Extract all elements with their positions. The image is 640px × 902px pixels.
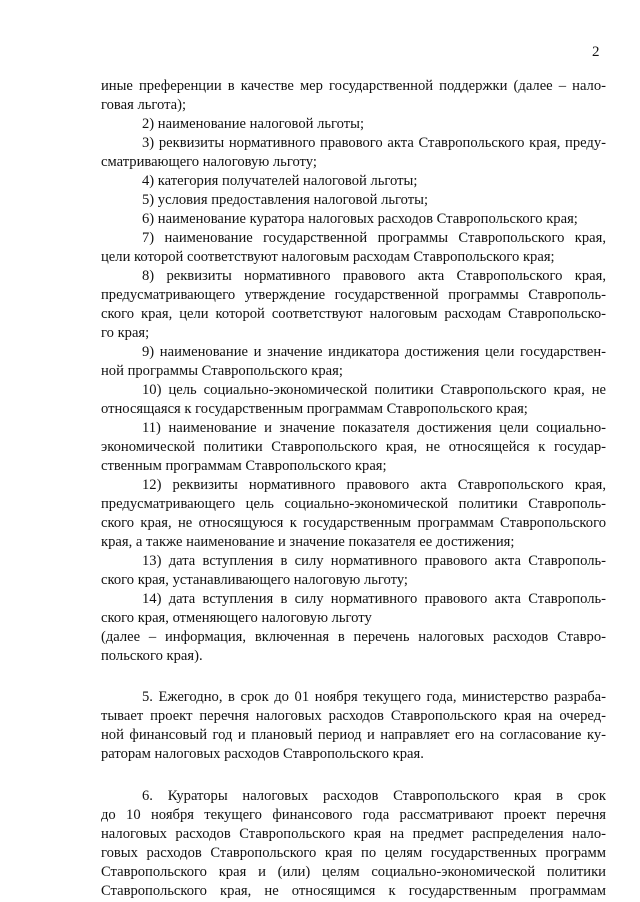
text-line: предусматривающего утверждение государственной программы Ставрополь- [101,287,606,303]
text-line: 9) наименование и значение индикатора достижения цели государствен- [142,344,606,360]
text-line: раторам налоговых расходов Ставропольского края. [101,746,424,762]
text-line: ского края, отменяющего налоговую льготу [101,610,372,626]
text-line: 4) категория получателей налоговой льготы; [142,173,418,189]
text-line: цели которой соответствуют налоговым расходам Ставропольского края; [101,249,555,265]
text-line: 7) наименование государственной программы Ставропольского края, [142,230,606,246]
text-line: предусматривающего цель социально-экономической политики Ставрополь- [101,496,606,512]
text-line: края, а также наименование и значение показателя ее достижения; [101,534,515,550]
text-line: ского края, устанавливающего налоговую льготу; [101,572,408,588]
text-line: 5. Ежегодно, в срок до 01 ноября текущего года, министерство разраба- [142,689,606,705]
page-number: 2 [592,44,600,60]
text-line: иные преференции в качестве мер государственной поддержки (далее – нало- [101,78,606,94]
text-line: 11) наименование и значение показателя достижения цели социально- [142,420,606,436]
text-line: ского края, цели которой соответствуют налоговым расходам Ставропольско- [101,306,606,322]
text-line: ского края, не относящуюся к государственным программам Ставропольского [101,515,606,531]
text-line: 12) реквизиты нормативного правового акта Ставропольского края, [142,477,606,493]
text-line: сматривающего налоговую льготу; [101,154,317,170]
text-line: экономической политики Ставропольского края, не относящейся к государ- [101,439,606,455]
text-line: (далее – информация, включенная в перечень налоговых расходов Ставро- [101,629,606,645]
text-line: 2) наименование налоговой льготы; [142,116,365,132]
text-line: 5) условия предоставления налоговой льготы; [142,192,429,208]
text-line: тывает проект перечня налоговых расходов Ставропольского края на очеред- [101,708,606,724]
text-line: 3) реквизиты нормативного правового акта Ставропольского края, преду- [142,135,606,151]
text-line: ственным программам Ставропольского края; [101,458,387,474]
text-line: налоговых расходов Ставропольского края на предмет распределения нало- [101,826,606,842]
text-line: го края; [101,325,150,341]
text-line: Ставропольского края и (или) целям социально-экономической политики [101,864,606,880]
text-line: 6) наименование куратора налоговых расходов Ставропольского края; [142,211,578,227]
text-line: говая льгота); [101,97,187,113]
text-line: Ставропольского края, не относящимся к государственным программам [101,883,606,899]
text-line: ной финансовый год и плановый период и направляет его на согласование ку- [101,727,606,743]
text-line: 8) реквизиты нормативного правового акта Ставропольского края, [142,268,606,284]
text-line: польского края). [101,648,203,664]
text-line: 10) цель социально-экономической политики Ставропольского края, не [142,382,606,398]
text-line: относящаяся к государственным программам Ставропольского края; [101,401,528,417]
text-line: ной программы Ставропольского края; [101,363,343,379]
text-line: 13) дата вступления в силу нормативного правового акта Ставрополь- [142,553,606,569]
text-line: 14) дата вступления в силу нормативного правового акта Ставрополь- [142,591,606,607]
text-line: 6. Кураторы налоговых расходов Ставропольского края в срок [142,788,606,804]
text-line: до 10 ноября текущего финансового года рассматривают проект перечня [101,807,606,823]
text-line: говых расходов Ставропольского края по целям государственных программ [101,845,606,861]
